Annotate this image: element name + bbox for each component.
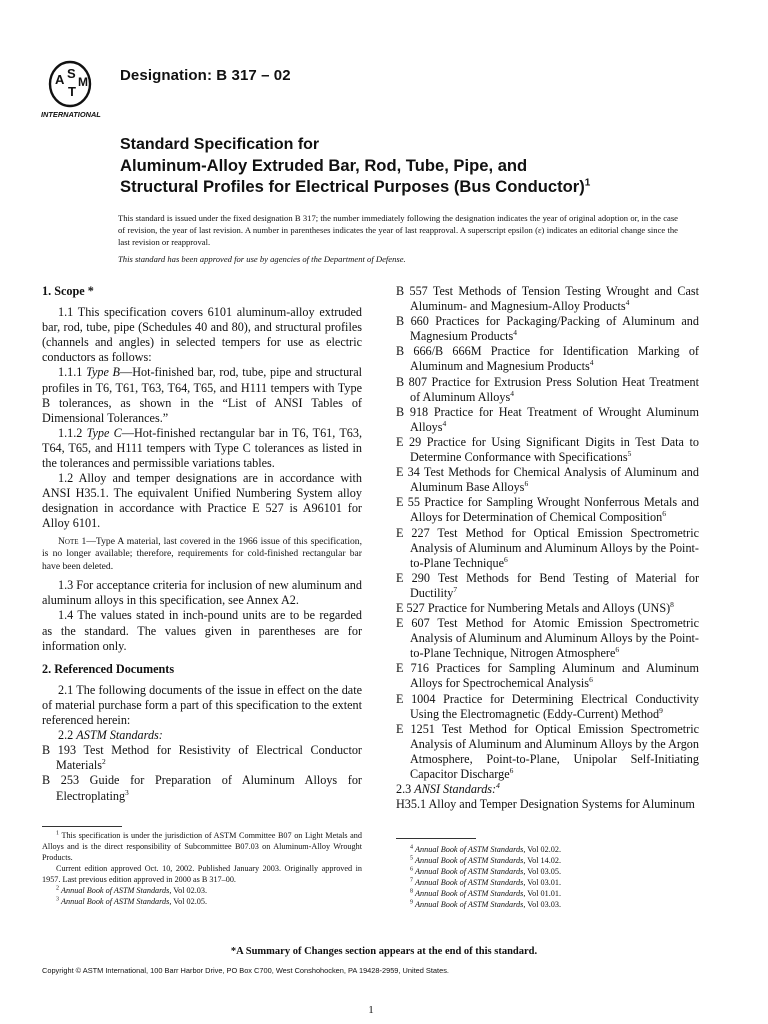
- footnote-text: , Vol 02.02.: [523, 845, 561, 854]
- footnote-number: 5: [410, 855, 413, 862]
- section-1-1-1: [42, 365, 362, 425]
- reference-item: [396, 692, 699, 722]
- footnote-number: 9: [410, 899, 413, 906]
- right-column: [396, 284, 699, 812]
- section-1-1-2-number: 1.1.2: [58, 425, 83, 440]
- footnote-book-title: Annual Book of ASTM Standards: [415, 856, 524, 865]
- reference-text: E 1004 Practice for Determining Electrical Conductivity Using the Electromagnetic (Eddy-Current) Method: [396, 691, 699, 721]
- reference-item: [396, 435, 699, 465]
- reference-item: [396, 284, 699, 314]
- footnote-book-title: Annual Book of ASTM Standards: [415, 878, 524, 887]
- footnote-text: This specification is under the jurisdiction of ASTM Committee B07 on Light Metals and Alloys and is the direct responsibility of Subcommittee B07.03 on Aluminum-Alloy Wrought Products.: [42, 831, 362, 862]
- footnote-book-title: Annual Book of ASTM Standards: [61, 897, 170, 906]
- footnotes-right: [396, 844, 699, 910]
- footnote-book-title: Annual Book of ASTM Standards: [415, 845, 524, 854]
- ansi-standards-label: ANSI Standards:: [414, 782, 497, 797]
- title-line-3-text: Structural Profiles for Electrical Purposes (Bus Conductor): [120, 177, 585, 196]
- reference-text: B 807 Practice for Extrusion Press Solution Heat Treatment of Aluminum Alloys: [396, 374, 699, 404]
- footnote-number: 8: [410, 888, 413, 895]
- footnote-book-title: Annual Book of ASTM Standards: [415, 889, 524, 898]
- astm-logo: [40, 58, 116, 122]
- footnote-text: Current edition approved Oct. 10, 2002. Published January 2003. Originally approved in 1957. Last previous edition approved in 2000 as B 317–00.: [42, 864, 362, 884]
- reference-footnote: 4: [589, 358, 594, 368]
- svg-text:A: A: [55, 72, 65, 87]
- reference-footnote: 4: [513, 328, 517, 338]
- reference-item: [396, 495, 699, 525]
- footnote-number: 3: [56, 896, 59, 903]
- reference-text: B 666/B 666M Practice for Identification Marking of Aluminum and Magnesium Products: [396, 344, 699, 374]
- footnote-number: 2: [56, 885, 59, 892]
- section-2-1: 2.1 The following documents of the issue in effect on the date of material purchase form a part of this specification to the extent referenced herein:: [42, 682, 362, 728]
- footnote: [42, 830, 362, 863]
- footnote-text: , Vol 01.01.: [523, 889, 561, 898]
- title-line-1: Standard Specification for: [120, 136, 320, 153]
- reference-footnote: 6: [662, 509, 666, 519]
- reference-footnote: 6: [615, 645, 620, 655]
- footnote-text: , Vol 03.03.: [523, 900, 561, 909]
- type-b-label: Type B: [86, 365, 121, 380]
- section-2-2-number: 2.2: [58, 728, 74, 743]
- footnote-number: 1: [56, 830, 59, 837]
- reference-footnote: 4: [625, 298, 630, 308]
- referenced-documents-heading: 2. Referenced Documents: [42, 661, 175, 676]
- footnote: [396, 888, 699, 899]
- note-text: —Type A material, last covered in the 1966 issue of this specification, is no longer available; therefore, requirements for cold-finished rectangular bar have been deleted.: [42, 535, 362, 572]
- section-1-1-1-text: —Hot-finished bar, rod, tube, pipe and structural profiles in T6, T61, T63, T64, T65, and H111 tempers with Type B tolerances, as shown in the “List of ANSI Tables of Dimensional Tolerances.”: [42, 365, 363, 425]
- reference-footnote: 6: [589, 675, 593, 685]
- section-1-4: 1.4 The values stated in inch-pound units are to be regarded as the standard. The values given in parentheses are for information only.: [42, 608, 362, 653]
- svg-text:S: S: [67, 66, 76, 81]
- reference-text: E 227 Test Method for Optical Emission Spectrometric Analysis of Aluminum and Aluminum Alloys by the Point-to-Plane Technique: [396, 525, 699, 570]
- section-2-2: [42, 728, 362, 743]
- note-1: [42, 536, 362, 574]
- reference-item: [42, 773, 362, 803]
- issue-note: This standard is issued under the fixed designation B 317; the number immediately following the designation indicates the year of original adoption or, in the case of revision, the year of last revision. A number in parentheses indicates the year of last reapproval. A superscript epsilon (ε) indicates an editorial change since the last revision or reapproval.: [118, 213, 678, 248]
- footnote-book-title: Annual Book of ASTM Standards: [415, 867, 524, 876]
- reference-item: [396, 314, 699, 344]
- reference-text: E 716 Practices for Sampling Aluminum and Aluminum Alloys for Spectrochemical Analysis: [396, 661, 699, 691]
- section-1-1-1-number: 1.1.1: [58, 365, 83, 380]
- svg-text:INTERNATIONAL: INTERNATIONAL: [41, 110, 101, 119]
- reference-item: [396, 375, 699, 405]
- reference-item: [396, 616, 699, 661]
- page-number: 1: [368, 1004, 374, 1016]
- reference-text: E 55 Practice for Sampling Wrought Nonferrous Metals and Alloys for Determination of Chemical Composition: [396, 495, 699, 525]
- footnote-book-title: Annual Book of ASTM Standards: [415, 900, 524, 909]
- reference-item: [396, 465, 699, 495]
- footnote-text: , Vol 03.05.: [523, 867, 561, 876]
- reference-item: [42, 743, 362, 773]
- title-footnote-ref: 1: [584, 177, 591, 189]
- section-spacer: [42, 654, 362, 662]
- reference-footnote: 9: [659, 705, 663, 715]
- footnote-number: 6: [410, 866, 413, 873]
- section-1-1-2-text: —Hot-finished rectangular bar in T6, T61, T63, T64, T65, and H111 tempers with Type C tolerances as listed in the tolerances and permissible variations tables.: [42, 425, 362, 471]
- dod-approval-note: This standard has been approved for use by agencies of the Department of Defense.: [118, 254, 406, 264]
- reference-text: B 918 Practice for Heat Treatment of Wrought Aluminum Alloys: [396, 404, 699, 434]
- reference-footnote: 7: [453, 584, 458, 594]
- document-title: [120, 134, 720, 197]
- reference-item: [396, 661, 699, 691]
- section-1-2: 1.2 Alloy and temper designations are in accordance with ANSI H35.1. The equivalent Unified Numbering System alloy designation in accordance with Practice E 527 is A96101 for Alloy 6101.: [42, 471, 362, 531]
- footnote: [42, 885, 362, 896]
- footnote-book-title: Annual Book of ASTM Standards: [61, 886, 170, 895]
- type-c-label: Type C: [86, 425, 122, 440]
- reference-footnote: 5: [627, 448, 632, 458]
- footnotes-left: [42, 830, 362, 907]
- footnote: [42, 863, 362, 885]
- reference-text: E 527 Practice for Numbering Metals and Alloys (UNS): [396, 600, 671, 615]
- section-2-3: [396, 782, 699, 797]
- reference-text: B 660 Practices for Packaging/Packing of Aluminum and Magnesium Products: [396, 314, 699, 344]
- svg-text:M: M: [78, 75, 88, 89]
- section-1-3: 1.3 For acceptance criteria for inclusion of new aluminum and aluminum alloys in this specification, see Annex A2.: [42, 578, 362, 608]
- reference-footnote: 6: [524, 479, 529, 489]
- right-reference-list: [396, 284, 699, 782]
- section-2-3-number: 2.3: [396, 782, 412, 797]
- copyright-notice: Copyright © ASTM International, 100 Barr Harbor Drive, PO Box C700, West Conshohocken, PA 19428-2959, United States.: [42, 966, 449, 975]
- footnote: [396, 866, 699, 877]
- svg-text:T: T: [68, 84, 76, 99]
- reference-footnote: 6: [509, 765, 514, 775]
- footnote-number: 7: [410, 877, 413, 884]
- note-label: Note 1: [58, 535, 87, 547]
- reference-item: [396, 722, 699, 782]
- reference-footnote: 2: [102, 757, 106, 767]
- footnote: [396, 899, 699, 910]
- reference-item: [396, 601, 699, 616]
- reference-text: E 29 Practice for Using Significant Digits in Test Data to Determine Conformance with Specifications: [396, 434, 699, 465]
- ansi-footnote-ref: 4: [496, 781, 500, 791]
- reference-text: E 34 Test Methods for Chemical Analysis of Aluminum and Aluminum Base Alloys: [396, 465, 699, 495]
- reference-text: E 290 Test Methods for Bend Testing of Material for Ductility: [396, 570, 699, 600]
- reference-footnote: 8: [670, 599, 674, 609]
- footnote: [42, 896, 362, 907]
- footnote: [396, 844, 699, 855]
- reference-item: [396, 571, 699, 601]
- footnote: [396, 855, 699, 866]
- reference-text: B 557 Test Methods of Tension Testing Wrought and Cast Aluminum- and Magnesium-Alloy Products: [396, 284, 699, 314]
- reference-text: E 1251 Test Method for Optical Emission Spectrometric Analysis of Aluminum and Aluminum Alloys by the Argon Atmosphere, Point-to-Plane, Unipolar Self-Initiating Capacitor Discharge: [396, 721, 699, 781]
- scope-heading: 1. Scope *: [42, 284, 94, 298]
- footnote-rule-right: [396, 838, 476, 839]
- footnote-text: , Vol 02.05.: [169, 897, 207, 906]
- reference-item: [396, 526, 699, 571]
- summary-of-changes-note: *A Summary of Changes section appears at the end of this standard.: [230, 946, 538, 957]
- reference-footnote: 4: [510, 388, 514, 398]
- footnote-text: , Vol 02.03.: [169, 886, 207, 895]
- left-reference-list: [42, 743, 362, 803]
- title-line-2: Aluminum-Alloy Extruded Bar, Rod, Tube, Pipe, and: [120, 156, 528, 175]
- reference-item: [396, 344, 699, 374]
- reference-footnote: 4: [442, 418, 447, 428]
- footnote-text: , Vol 03.01.: [523, 878, 561, 887]
- astm-standards-label: ASTM Standards:: [76, 728, 163, 743]
- reference-footnote: 6: [504, 554, 508, 564]
- reference-text: B 193 Test Method for Resistivity of Electrical Conductor Materials: [42, 743, 362, 773]
- section-1-1-2: [42, 426, 362, 471]
- left-column: [42, 284, 362, 804]
- footnote-text: , Vol 14.02.: [523, 856, 561, 865]
- footnote-number: 4: [410, 844, 413, 851]
- reference-footnote: 3: [125, 787, 129, 797]
- ansi-reference-item: H35.1 Alloy and Temper Designation Systems for Aluminum: [396, 797, 695, 812]
- footnote-rule-left: [42, 826, 122, 827]
- reference-text: B 253 Guide for Preparation of Aluminum Alloys for Electroplating: [42, 773, 362, 803]
- footnote: [396, 877, 699, 888]
- reference-text: E 607 Test Method for Atomic Emission Spectrometric Analysis of Aluminum and Aluminum Alloys by the Point-to-Plane Technique, Nitrogen Atmosphere: [396, 616, 699, 661]
- designation: Designation: B 317 – 02: [120, 67, 291, 84]
- reference-item: [396, 405, 699, 435]
- section-1-1: 1.1 This specification covers 6101 aluminum-alloy extruded bar, rod, tube, pipe (Schedules 40 and 80), and structural profiles (channels and angles) in selected tempers for use as electric conductors as follows:: [42, 305, 362, 365]
- title-line-3: [120, 176, 720, 197]
